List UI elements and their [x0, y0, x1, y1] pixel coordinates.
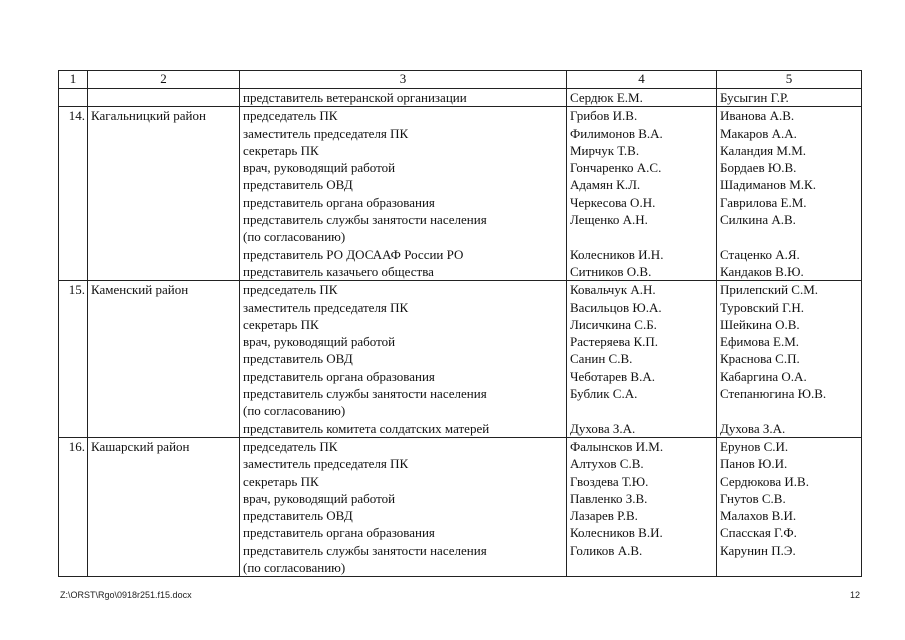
- deputy-line: Иванова А.В.: [720, 108, 795, 124]
- district-name: Каменский район: [88, 281, 240, 438]
- member-line: [570, 228, 713, 245]
- header-cell-4: 4: [567, 71, 717, 89]
- row-number: 15.: [59, 281, 88, 438]
- deputy-line: Спасская Г.Ф.: [720, 525, 797, 541]
- row-number: 16.: [59, 437, 88, 576]
- member-line: Грибов И.В.: [570, 108, 638, 124]
- role-line: председатель ПК: [243, 282, 338, 298]
- role-line: заместитель председателя ПК: [243, 125, 409, 141]
- role-line: секретарь ПК: [243, 142, 319, 158]
- deputy-line: Шейкина О.В.: [720, 316, 800, 332]
- member-line: Сердюк Е.М.: [570, 90, 643, 105]
- deputy-cell: [717, 107, 862, 281]
- role-line: (по согласованию): [243, 229, 346, 245]
- member-line: Павленко З.В.: [570, 490, 648, 506]
- deputy-line: Панов Ю.И.: [720, 456, 788, 472]
- deputy-line: Степанюгина Ю.В.: [720, 386, 827, 402]
- deputy-line: Сердюкова И.В.: [720, 473, 809, 489]
- role-line: представитель казачьего общества: [243, 263, 434, 279]
- deputy-line: Малахов В.И.: [720, 508, 797, 524]
- district-name: Кашарский район: [88, 437, 240, 576]
- continuation-row: [59, 89, 862, 107]
- committee-table: [58, 70, 862, 577]
- role-line: представитель ОВД: [243, 177, 353, 193]
- deputy-line: Силкина А.В.: [720, 212, 796, 228]
- role-line: представитель службы занятости населения: [243, 542, 487, 558]
- header-row: [59, 71, 862, 89]
- role-line: представитель РО ДОСААФ России РО: [243, 246, 464, 262]
- deputy-cell: [717, 281, 862, 438]
- role-line: врач, руководящий работой: [243, 160, 396, 176]
- deputy-line: Каландия М.М.: [720, 142, 807, 158]
- deputy-line: Бордаев Ю.В.: [720, 160, 797, 176]
- member-line: Колесников В.И.: [570, 525, 663, 541]
- member-line: Бублик С.А.: [570, 386, 638, 402]
- role-line: (по согласованию): [243, 560, 346, 576]
- role-line: представитель ОВД: [243, 351, 353, 367]
- member-line: Гончаренко А.С.: [570, 160, 662, 176]
- member-cell: [567, 281, 717, 438]
- deputy-line: Кабаргина О.А.: [720, 368, 807, 384]
- role-line: секретарь ПК: [243, 316, 319, 332]
- member-line: Лазарев Р.В.: [570, 508, 638, 524]
- member-line: Алтухов С.В.: [570, 456, 644, 472]
- deputy-cell: [717, 437, 862, 576]
- role-line: председатель ПК: [243, 108, 338, 124]
- deputy-line: Прилепский С.М.: [720, 282, 819, 298]
- deputy-line: Туровский Г.Н.: [720, 299, 805, 315]
- deputy-cell: [717, 89, 862, 107]
- deputy-line: Кандаков В.Ю.: [720, 263, 804, 279]
- role-line: представитель органа образования: [243, 368, 435, 384]
- role-line: (по согласованию): [243, 403, 346, 419]
- member-cell: [567, 107, 717, 281]
- header-cell-1: 1: [59, 71, 88, 89]
- header-cell-2: 2: [88, 71, 240, 89]
- deputy-line: Краснова С.П.: [720, 351, 800, 367]
- role-line: секретарь ПК: [243, 473, 319, 489]
- member-line: [570, 402, 713, 419]
- role-line: врач, руководящий работой: [243, 334, 396, 350]
- role-line: представитель комитета солдатских матерей: [243, 420, 490, 436]
- row-number: [59, 89, 88, 107]
- member-line: [570, 559, 713, 576]
- member-line: Голиков А.В.: [570, 542, 643, 558]
- deputy-line: Карунин П.Э.: [720, 542, 796, 558]
- deputy-line: Бусыгин Г.Р.: [720, 90, 789, 105]
- role-line: представитель органа образования: [243, 525, 435, 541]
- deputy-line: Макаров А.А.: [720, 125, 797, 141]
- deputy-line: Стаценко А.Я.: [720, 246, 800, 262]
- member-line: Лещенко А.Н.: [570, 212, 648, 228]
- role-line: врач, руководящий работой: [243, 490, 396, 506]
- member-line: Васильцов Ю.А.: [570, 299, 662, 315]
- role-line: представитель органа образования: [243, 194, 435, 210]
- role-line: заместитель председателя ПК: [243, 299, 409, 315]
- district-name: [88, 89, 240, 107]
- deputy-line: Ерунов С.И.: [720, 438, 789, 454]
- deputy-line: [720, 402, 858, 419]
- member-cell: [567, 89, 717, 107]
- deputy-line: Духова З.А.: [720, 420, 786, 436]
- role-line: заместитель председателя ПК: [243, 456, 409, 472]
- role-cell: [240, 437, 567, 576]
- member-line: Мирчук Т.В.: [570, 142, 640, 158]
- member-line: Чеботарев В.А.: [570, 368, 655, 384]
- member-line: Адамян К.Л.: [570, 177, 641, 193]
- member-line: Лисичкина С.Б.: [570, 316, 657, 332]
- member-line: Фалынсков И.М.: [570, 438, 664, 454]
- role-cell: [240, 281, 567, 438]
- role-line: представитель службы занятости населения: [243, 212, 487, 228]
- deputy-line: [720, 228, 858, 245]
- member-line: Филимонов В.А.: [570, 125, 663, 141]
- member-line: Растеряева К.П.: [570, 334, 659, 350]
- member-line: Ковальчук А.Н.: [570, 282, 656, 298]
- district-row: [59, 437, 862, 576]
- header-cell-5: 5: [717, 71, 862, 89]
- deputy-line: Гнутов С.В.: [720, 490, 786, 506]
- role-line: представитель ветеранской организации: [243, 90, 467, 105]
- role-cell: [240, 107, 567, 281]
- deputy-line: Ефимова Е.М.: [720, 334, 800, 350]
- member-line: Санин С.В.: [570, 351, 633, 367]
- deputy-line: Шадиманов М.К.: [720, 177, 816, 193]
- member-line: Гвоздева Т.Ю.: [570, 473, 649, 489]
- footer-page-number: 12: [849, 590, 860, 600]
- member-cell: [567, 437, 717, 576]
- member-line: Черкесова О.Н.: [570, 194, 656, 210]
- member-line: Ситников О.В.: [570, 263, 652, 279]
- member-line: Колесников И.Н.: [570, 246, 664, 262]
- header-cell-3: 3: [240, 71, 567, 89]
- deputy-line: [720, 559, 858, 576]
- district-row: [59, 281, 862, 438]
- footer-file-path: Z:\ORST\Rgo\0918r251.f15.docx: [60, 590, 192, 600]
- district-row: [59, 107, 862, 281]
- district-name: Кагальницкий район: [88, 107, 240, 281]
- role-line: представитель ОВД: [243, 508, 353, 524]
- role-line: председатель ПК: [243, 438, 338, 454]
- deputy-line: Гаврилова Е.М.: [720, 194, 807, 210]
- member-line: Духова З.А.: [570, 420, 636, 436]
- table-body: [59, 71, 862, 577]
- role-cell: [240, 89, 567, 107]
- row-number: 14.: [59, 107, 88, 281]
- role-line: представитель службы занятости населения: [243, 386, 487, 402]
